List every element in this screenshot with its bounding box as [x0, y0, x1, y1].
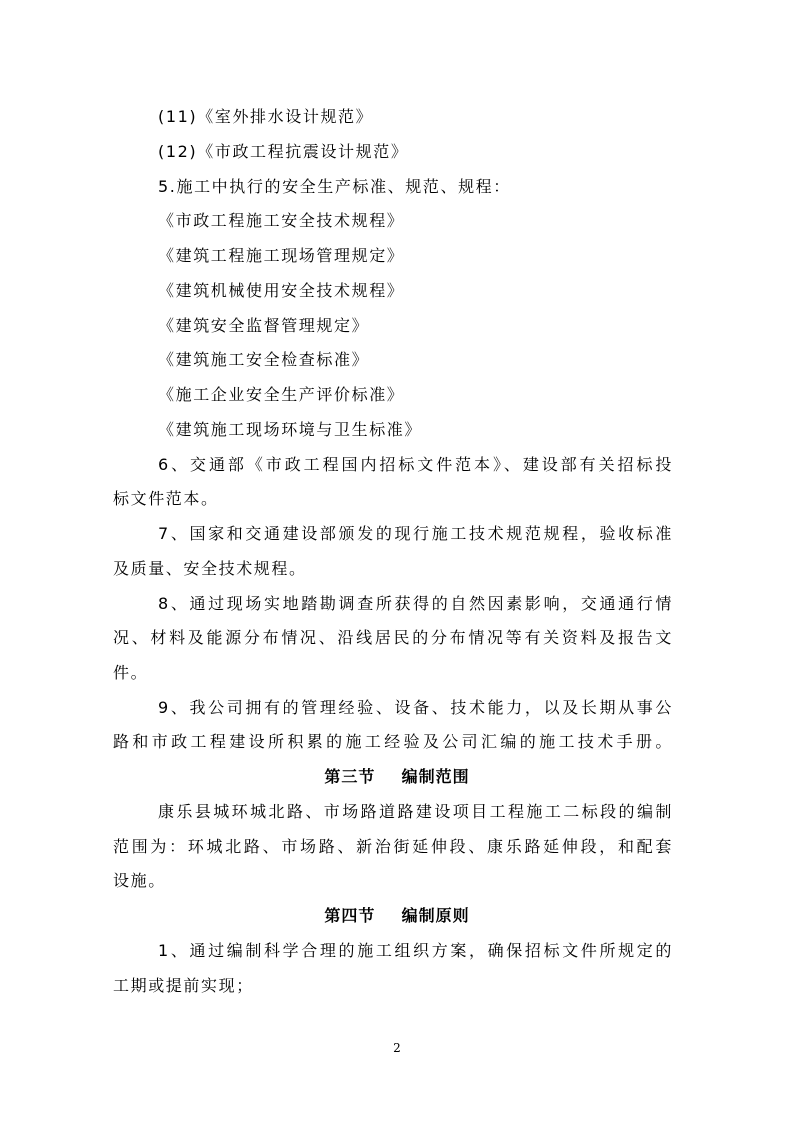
paragraph-9-line-1: 9、我公司拥有的管理经验、设备、技术能力，以及长期从事公	[158, 698, 673, 717]
scope-paragraph-line-3: 设施。	[113, 871, 166, 890]
paragraph-8-line-1: 8、通过现场实地踏勘调查所获得的自然因素影响，交通通行情	[158, 594, 673, 613]
section-intro-safety-standards: 5.施工中执行的安全生产标准、规范、规程：	[158, 177, 511, 196]
principle-1-line-2: 工期或提前实现；	[113, 976, 254, 995]
list-item-safety-standard-4: 《建筑安全监督管理规定》	[158, 316, 370, 335]
list-item-safety-standard-3: 《建筑机械使用安全技术规程》	[158, 281, 405, 300]
page-number: 2	[393, 1041, 401, 1055]
section-heading-principles: 第四节 编制原则	[324, 906, 470, 925]
principle-1-line-1: 1、通过编制科学合理的施工组织方案，确保招标文件所规定的	[158, 941, 673, 960]
paragraph-6-line-1: 6、交通部《市政工程国内招标文件范本》、建设部有关招标投	[158, 455, 673, 474]
paragraph-9-line-2: 路和市政工程建设所积累的施工经验及公司汇编的施工技术手册。	[113, 732, 673, 751]
list-item-safety-standard-1: 《市政工程施工安全技术规程》	[158, 211, 405, 230]
list-item-safety-standard-2: 《建筑工程施工现场管理规定》	[158, 246, 405, 265]
paragraph-8-line-3: 件。	[113, 663, 149, 682]
paragraph-8-line-2: 况、材料及能源分布情况、沿线居民的分布情况等有关资料及报告文	[113, 628, 673, 647]
scope-paragraph-line-1: 康乐县城环城北路、市场路道路建设项目工程施工二标段的编制	[158, 802, 673, 821]
scope-paragraph-line-2: 范围为：环城北路、市场路、新治街延伸段、康乐路延伸段，和配套	[113, 837, 673, 856]
section-heading-scope: 第三节 编制范围	[324, 767, 470, 786]
list-item-standard-12: (12)《市政工程抗震设计规范》	[158, 142, 409, 161]
paragraph-6-line-2: 标文件范本。	[113, 489, 219, 508]
list-item-safety-standard-5: 《建筑施工安全检查标准》	[158, 350, 370, 369]
paragraph-7-line-1: 7、国家和交通建设部颁发的现行施工技术规范规程，验收标准	[158, 524, 673, 543]
list-item-standard-11: (11)《室外排水设计规范》	[158, 107, 374, 126]
paragraph-7-line-2: 及质量、安全技术规程。	[113, 559, 307, 578]
list-item-safety-standard-7: 《建筑施工现场环境与卫生标准》	[158, 420, 423, 439]
list-item-safety-standard-6: 《施工企业安全生产评价标准》	[158, 385, 405, 404]
